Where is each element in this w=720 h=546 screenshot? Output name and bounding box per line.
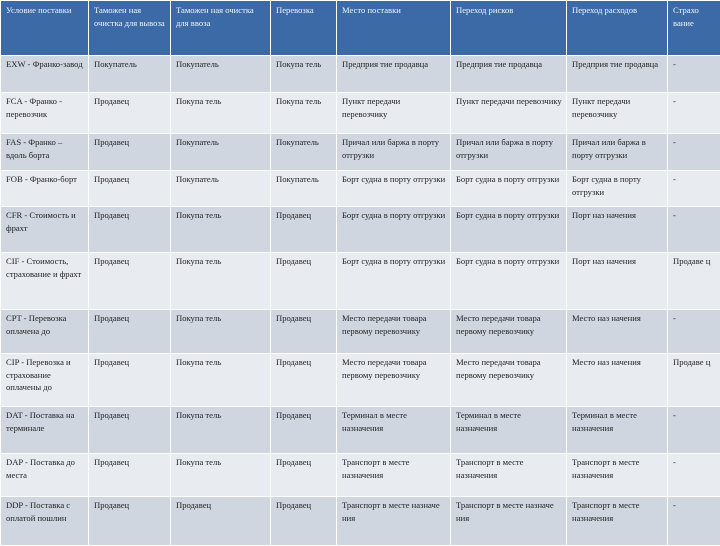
cell-cost-transfer: Транспорт в месте назначения (567, 454, 668, 497)
cell-risk-transfer: Борт судна в порту отгрузки (451, 207, 567, 253)
cell-carriage: Покупа тель (271, 93, 337, 134)
cell-delivery-term: FAS - Франко – вдоль борта (1, 134, 89, 171)
cell-import-clearance: Покупа тель (171, 454, 271, 497)
cell-insurance: - (668, 93, 720, 134)
cell-delivery-place: Место передачи товара первому перевозчику (337, 310, 451, 354)
cell-risk-transfer: Борт судна в порту отгрузки (451, 253, 567, 310)
cell-export-clearance: Продавец (89, 354, 171, 407)
cell-import-clearance: Покупа тель (171, 407, 271, 454)
cell-carriage: Продавец (271, 407, 337, 454)
cell-import-clearance: Покупа тель (171, 310, 271, 354)
column-header-risk-transfer: Переход рисков (451, 1, 567, 56)
cell-carriage: Продавец (271, 310, 337, 354)
cell-cost-transfer: Предприя тие продавца (567, 56, 668, 93)
cell-export-clearance: Продавец (89, 253, 171, 310)
cell-import-clearance: Покупатель (171, 171, 271, 207)
cell-risk-transfer: Транспорт в месте назначе ния (451, 497, 567, 546)
cell-delivery-term: FCA - Франко - перевозчик (1, 93, 89, 134)
cell-import-clearance: Покупатель (171, 56, 271, 93)
cell-cost-transfer: Порт наз начения (567, 207, 668, 253)
cell-import-clearance: Продавец (171, 497, 271, 546)
cell-import-clearance: Покупатель (171, 134, 271, 171)
table-row (1, 171, 720, 207)
cell-insurance: Продаве ц (668, 354, 720, 407)
column-header-delivery-term: Условие поставки (1, 1, 89, 56)
cell-delivery-place: Борт судна в порту отгрузки (337, 171, 451, 207)
cell-cost-transfer: Транспорт в месте назначения (567, 497, 668, 546)
cell-cost-transfer: Порт наз начения (567, 253, 668, 310)
cell-delivery-term: CFR - Стоимость и фрахт (1, 207, 89, 253)
cell-delivery-place: Причал или баржа в порту отгрузки (337, 134, 451, 171)
table-row (1, 93, 720, 134)
cell-risk-transfer: Причал или баржа в порту отгрузки (451, 134, 567, 171)
cell-cost-transfer: Пункт передачи перевозчику (567, 93, 668, 134)
cell-cost-transfer: Терминал в месте назначения (567, 407, 668, 454)
cell-delivery-place: Пункт передачи перевозчику (337, 93, 451, 134)
cell-delivery-place: Место передачи товара первому перевозчику (337, 354, 451, 407)
cell-insurance: - (668, 207, 720, 253)
column-header-carriage: Перевозка (271, 1, 337, 56)
table-row (1, 454, 720, 497)
table-row (1, 407, 720, 454)
cell-risk-transfer: Транспорт в месте назначения (451, 454, 567, 497)
cell-risk-transfer: Пункт передачи перевозчику (451, 93, 567, 134)
cell-insurance: - (668, 56, 720, 93)
table-row (1, 56, 720, 93)
cell-delivery-term: CPT - Перевозка оплачена до (1, 310, 89, 354)
cell-carriage: Покупатель (271, 134, 337, 171)
cell-cost-transfer: Место наз начения (567, 310, 668, 354)
cell-export-clearance: Продавец (89, 407, 171, 454)
cell-carriage: Покупатель (271, 171, 337, 207)
table-row (1, 134, 720, 171)
cell-risk-transfer: Место передачи товара первому перевозчику (451, 354, 567, 407)
cell-insurance: - (668, 454, 720, 497)
cell-insurance: - (668, 134, 720, 171)
cell-risk-transfer: Предприя тие продавца (451, 56, 567, 93)
cell-delivery-term: FOB - Франко-борт (1, 171, 89, 207)
cell-import-clearance: Покупа тель (171, 354, 271, 407)
cell-insurance: - (668, 171, 720, 207)
cell-export-clearance: Продавец (89, 207, 171, 253)
cell-insurance: - (668, 310, 720, 354)
cell-carriage: Продавец (271, 253, 337, 310)
cell-import-clearance: Покупа тель (171, 93, 271, 134)
cell-delivery-place: Предприя тие продавца (337, 56, 451, 93)
column-header-delivery-place: Место поставки (337, 1, 451, 56)
cell-export-clearance: Продавец (89, 171, 171, 207)
table-header-row (1, 1, 720, 56)
cell-import-clearance: Покупа тель (171, 253, 271, 310)
cell-export-clearance: Продавец (89, 454, 171, 497)
table-row (1, 497, 720, 546)
cell-export-clearance: Продавец (89, 310, 171, 354)
cell-insurance: - (668, 497, 720, 546)
cell-risk-transfer: Терминал в месте назначения (451, 407, 567, 454)
cell-export-clearance: Покупатель (89, 56, 171, 93)
cell-delivery-place: Терминал в месте назначения (337, 407, 451, 454)
table-row (1, 207, 720, 253)
column-header-export-clearance: Таможен ная очистка для вывоза (89, 1, 171, 56)
column-header-insurance: Страхо вание (668, 1, 720, 56)
table-row (1, 253, 720, 310)
cell-delivery-term: CIF - Стоимость, страхование и фрахт (1, 253, 89, 310)
cell-delivery-place: Борт судна в порту отгрузки (337, 207, 451, 253)
cell-delivery-term: DAP - Поставка до места (1, 454, 89, 497)
cell-delivery-place: Борт судна в порту отгрузки (337, 253, 451, 310)
cell-export-clearance: Продавец (89, 93, 171, 134)
table-row (1, 310, 720, 354)
cell-delivery-place: Транспорт в месте назначения (337, 454, 451, 497)
cell-carriage: Продавец (271, 497, 337, 546)
cell-carriage: Продавец (271, 354, 337, 407)
cell-insurance: - (668, 407, 720, 454)
cell-export-clearance: Продавец (89, 134, 171, 171)
column-header-cost-transfer: Переход расходов (567, 1, 668, 56)
cell-carriage: Продавец (271, 454, 337, 497)
cell-cost-transfer: Борт судна в порту отгрузки (567, 171, 668, 207)
cell-delivery-term: CIP - Перевозка и страхование оплачены до (1, 354, 89, 407)
cell-delivery-term: DDP - Поставка с оплатой пошлин (1, 497, 89, 546)
cell-cost-transfer: Причал или баржа в порту отгрузки (567, 134, 668, 171)
cell-insurance: Продаве ц (668, 253, 720, 310)
cell-delivery-place: Транспорт в месте назначе ния (337, 497, 451, 546)
cell-delivery-term: EXW - Франко-завод (1, 56, 89, 93)
cell-carriage: Покупа тель (271, 56, 337, 93)
column-header-import-clearance: Таможен ная очистка для ввоза (171, 1, 271, 56)
cell-carriage: Продавец (271, 207, 337, 253)
cell-export-clearance: Продавец (89, 497, 171, 546)
cell-delivery-term: DAT - Поставка на терминале (1, 407, 89, 454)
cell-import-clearance: Покупа тель (171, 207, 271, 253)
cell-risk-transfer: Борт судна в порту отгрузки (451, 171, 567, 207)
cell-cost-transfer: Место наз начения (567, 354, 668, 407)
table-row (1, 354, 720, 407)
cell-risk-transfer: Место передачи товара первому перевозчику (451, 310, 567, 354)
table-body (1, 56, 720, 546)
